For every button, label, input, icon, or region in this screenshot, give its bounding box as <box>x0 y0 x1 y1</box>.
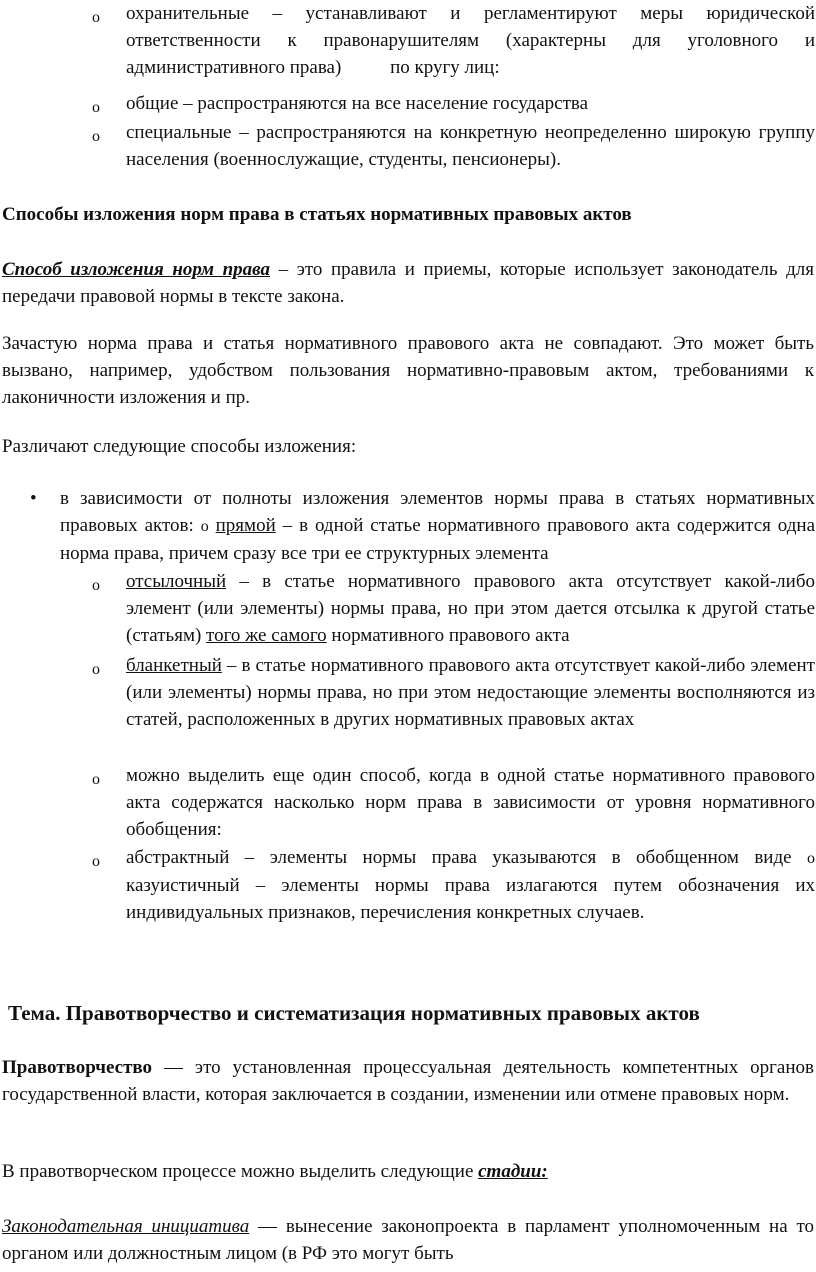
bullet-marker: • <box>30 488 37 509</box>
list-item-another-method: можно выделить еще один способ, когда в одной статье нормативного правового акта содержатся насколько норм права в зависимости от уровня нормативного обобщения: <box>126 765 815 840</box>
list-item-otsylochny: отсылочный – в статье нормативного правового акта отсутствует какой-либо элемент (или элементы) нормы права, но при этом дается отсылка к другой статье (статьям) того же самого нормативного правового акта <box>126 571 815 646</box>
paragraph-pravotvorchestvo: Правотворчество — это установленная процессуальная деятельность компетентных органов государственной власти, которая заключается в создании, изменении или отмене правовых норм. <box>2 1057 814 1105</box>
term-initiative: Законодательная инициатива <box>2 1216 250 1237</box>
paragraph-initiative: Законодательная инициатива — вынесение законопроекта в парламент уполномоченным на то органом или должностным лицом (в РФ это могут быть <box>2 1216 814 1264</box>
paragraph: Различают следующие способы изложения: <box>2 436 357 457</box>
list-item-blanketny: бланкетный – в статье нормативного правового акта отсутствует какой-либо элемент (или элементы) нормы права, но при этом недостающие элементы восполняются из статей, расположенных в других нормативных правовых актах <box>126 655 815 730</box>
list-marker: o <box>92 771 100 788</box>
list-item-okhranitelnye: охранительные – устанавливают и регламентируют меры юридической ответственности к правонарушителям (характерны для уголовного и административного права) по кругу лиц: <box>126 3 815 78</box>
list-marker: o <box>92 9 100 26</box>
list-marker: o <box>92 128 100 145</box>
paragraph: Зачастую норма права и статья нормативного правового акта не совпадают. Это может быть вызвано, например, удобством пользования нормативно-правовым актом, требованиями к лаконичности изложения и пр. <box>2 333 814 408</box>
defined-term: Способ изложения норм права <box>2 259 270 280</box>
paragraph-stadii: В правотворческом процессе можно выделить следующие стадии: <box>2 1161 548 1182</box>
term-pryamoy: прямой <box>215 515 276 536</box>
term-stadii: стадии: <box>478 1161 548 1182</box>
list-marker: o <box>92 577 100 594</box>
list-marker: o <box>92 853 100 870</box>
section-heading: Способы изложения норм права в статьях нормативных правовых актов <box>2 204 632 225</box>
bullet-item: в зависимости от полноты изложения элементов нормы права в статьях нормативных правовых актов: o прямой – в одной статье нормативного правового акта содержится одна норма права, причем сразу все три ее структурных элемента <box>60 488 816 564</box>
topic-heading: Тема. Правотворчество и систематизация нормативных правовых актов <box>8 1001 700 1025</box>
list-item-obshchie: общие – распространяются на все население государства <box>126 93 589 114</box>
list-marker: o <box>92 661 100 678</box>
list-item-abstract: абстрактный – элементы нормы права указываются в обобщенном виде o казуистичный – элементы нормы права излагаются путем обозначения их индивидуальных признаков, перечисления конкретных случаев. <box>126 847 815 923</box>
list-item-spetsialnye: специальные – распространяются на конкретную неопределенно широкую группу населения (военнослужащие, студенты, пенсионеры). <box>126 122 815 170</box>
list-marker: o <box>92 99 100 116</box>
definition-paragraph: Способ изложения норм права – это правила и приемы, которые использует законодатель для передачи правовой нормы в тексте закона. <box>2 259 814 307</box>
